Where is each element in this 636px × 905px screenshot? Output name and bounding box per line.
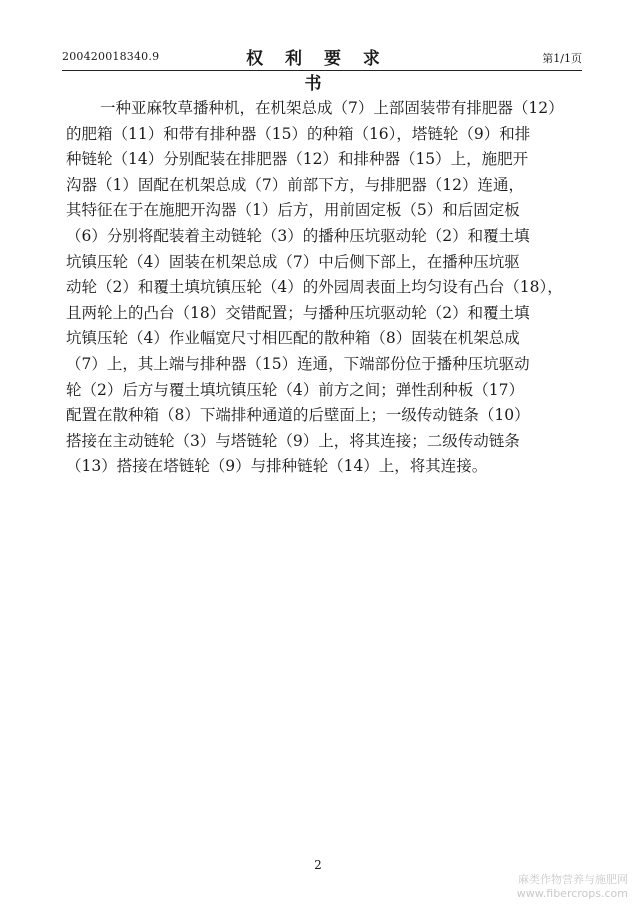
claim-line: 搭接在主动链轮（3）与塔链轮（9）上，将其连接；二级传动链条 bbox=[66, 431, 520, 450]
claim-line: 坑镇压轮（4）作业幅宽尺寸相匹配的散种箱（8）固装在机架总成 bbox=[66, 329, 520, 348]
page-header bbox=[62, 40, 582, 94]
document-title: 权 利 要 求 书 bbox=[246, 49, 388, 94]
site-watermark bbox=[517, 873, 628, 901]
claim-line: 的肥箱（11）和带有排种器（15）的种箱（16），塔链轮（9）和排 bbox=[66, 124, 531, 143]
claim-line: 其特征在于在施肥开沟器（1）后方，用前固定板（5）和后固定板 bbox=[66, 201, 520, 220]
page-count: 第1/1页 bbox=[542, 52, 582, 65]
claim-line: （7）上，其上端与排种器（15）连通，下端部份位于播种压坑驱动 bbox=[66, 354, 530, 373]
watermark-url: www.fibercrops.com bbox=[516, 887, 628, 900]
claim-line: （13）搭接在塔链轮（9）与排种链轮（14）上，将其连接。 bbox=[66, 457, 488, 476]
page-number: 2 bbox=[314, 858, 322, 872]
watermark-site-name: 麻类作物营养与施肥网 bbox=[518, 873, 628, 886]
application-number: 200420018340.9 bbox=[62, 50, 160, 63]
claim-line: 一种亚麻牧草播种机，在机架总成（7）上部固装带有排肥器（12） bbox=[100, 99, 564, 117]
claim-line: 动轮（2）和覆土填坑镇压轮（4）的外园周表面上均匀设有凸台（18）， bbox=[66, 278, 563, 297]
claim-line: 配置在散种箱（8）下端排种通道的后壁面上；一级传动链条（10） bbox=[66, 406, 530, 425]
header-divider bbox=[62, 70, 582, 71]
claim-line: 种链轮（14）分别配装在排肥器（12）和排种器（15）上，施肥开 bbox=[66, 150, 529, 169]
claim-line: 沟器（1）固配在机架总成（7）前部下方，与排肥器（12）连通， bbox=[66, 175, 524, 194]
claim-line: 且两轮上的凸台（18）交错配置；与播种压坑驱动轮（2）和覆土填 bbox=[66, 303, 530, 322]
claim-text bbox=[66, 96, 576, 480]
claim-line: 轮（2）后方与覆土填坑镇压轮（4）前方之间；弹性刮种板（17） bbox=[66, 380, 524, 399]
claim-line: （6）分别将配装着主动链轮（3）的播种压坑驱动轮（2）和覆土填 bbox=[66, 226, 530, 245]
claim-line: 坑镇压轮（4）固装在机架总成（7）中后侧下部上，在播种压坑驱 bbox=[66, 252, 520, 271]
